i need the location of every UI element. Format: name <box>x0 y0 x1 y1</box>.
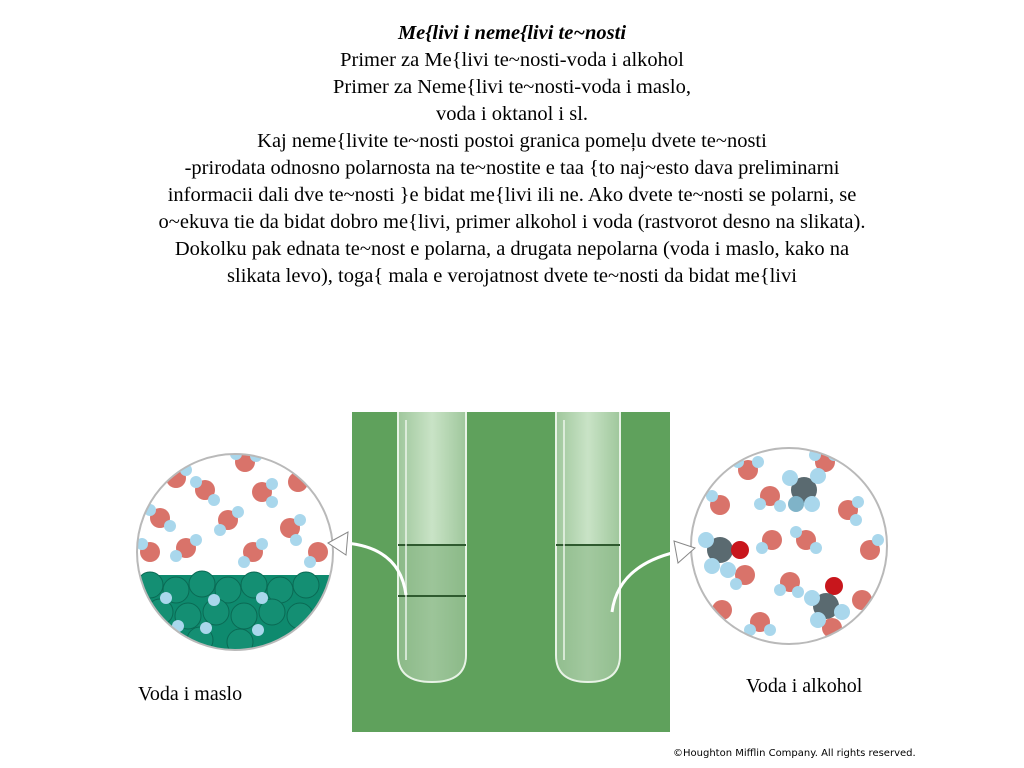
text-line-4: Kaj neme{livite te~nosti postoi granica pomeļu dvete te~nosti <box>257 130 767 152</box>
text-line-6: informacii dali dve te~nosti }e bidat me{livi ili ne. Ako dvete te~nosti se polarni, se <box>167 184 857 206</box>
text-line-9: slikata levo), toga{ mala e verojatnost dvete te~nosti da bidat me{livi <box>227 265 797 287</box>
text-line-3: voda i oktanol i sl. <box>435 103 589 125</box>
test-tube-right <box>556 412 620 682</box>
text-line-5: -prirodata odnosno polarnosta na te~nostite e taa {to naj~esto dava preliminarni <box>184 157 840 179</box>
copyright-notice: ©Houghton Mifflin Company. All rights reserved. <box>673 748 916 759</box>
slide-title: Me{livi i neme{livi te~nosti <box>397 22 627 44</box>
caption-water-oil: Voda i maslo <box>138 683 243 705</box>
text-line-2: Primer za Neme{livi te~nosti-voda i maslo, <box>333 76 691 98</box>
text-line-8: Dokolku pak ednata te~nost e polarna, a drugata nepolarna (voda i maslo, kako na <box>174 238 850 260</box>
text-line-1: Primer za Me{livi te~nosti-voda i alkohol <box>340 49 684 71</box>
text-line-7: o~ekuva tie da bidat dobro me{livi, primer alkohol i voda (rastvorot desno na slikata). <box>158 211 866 233</box>
test-tube-left <box>398 412 466 682</box>
caption-water-alcohol: Voda i alkohol <box>746 675 863 697</box>
water-oil-molecules <box>136 448 333 655</box>
